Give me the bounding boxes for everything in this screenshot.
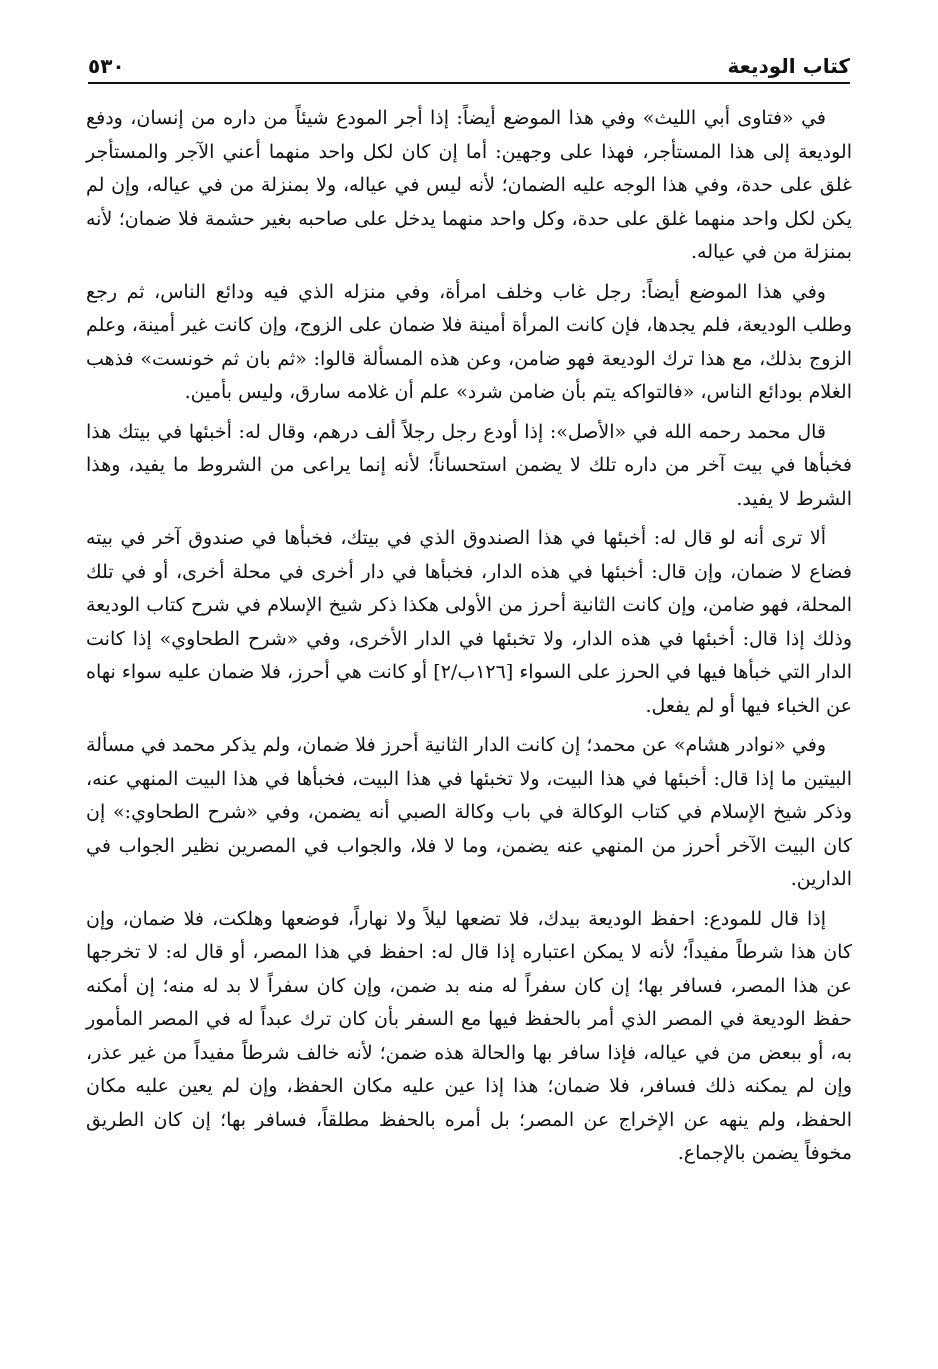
page-number: ٥٣٠	[88, 54, 125, 78]
paragraph-1: في «فتاوى أبي الليث» وفي هذا الموضع أيضاً: إذا أجر المودع شيئاً من داره من إنسان، ودفع الوديعة إلى هذا المستأجر، فهذا على وجهين: أما إن كان لكل واحد منهما أعني الآجر والمستأجر غلق على حدة، وفي هذا الوجه عليه الضمان؛ لأنه ليس في عياله، ولا بمنزلة من في عياله، وإن لم يكن لكل واحد منهما غلق على حدة، وكل واحد منهما يدخل على صاحبه بغير حشمة فلا ضمان؛ لأنه بمنزلة من في عياله.	[86, 107, 852, 263]
body-text	[86, 102, 852, 1177]
chapter-title: كتاب الوديعة	[727, 54, 850, 78]
running-header	[88, 40, 850, 84]
paragraph-4: ألا ترى أنه لو قال له: أخبئها في هذا الصندوق الذي في بيتك، فخبأها في صندوق آخر في بيته فضاع لا ضمان، وإن قال: أخبئها في هذه الدار، فخبأها في دار أخرى في محلة أخرى، أو في تلك المحلة، فهو ضامن، وإن كانت الثانية أحرز من الأولى هكذا ذكر شيخ الإسلام في شرح كتاب الوديعة وذلك إذا قال: أخبئها في هذه الدار، ولا تخبئها في الدار الأخرى، وفي «شرح الطحاوي» إذا كانت الدار التي خبأها فيها في الحرز على السواء [١٢٦ب/٢] أو كانت هي أحرز، فلا ضمان عليه سواء نهاه عن الخباء فيها أو لم يفعل.	[86, 527, 852, 717]
paragraph-2: وفي هذا الموضع أيضاً: رجل غاب وخلف امرأة، وفي منزله الذي فيه ودائع الناس، ثم رجع وطلب الوديعة، فلم يجدها، فإن كانت المرأة أمينة فلا ضمان على الزوج، وإن كانت غير أمينة، وعلم الزوج بذلك، مع هذا ترك الوديعة فهو ضامن، وعن هذه المسألة قالوا: «ثم بان ثم خونست» فذهب الغلام بودائع الناس، «فالتواكه يتم بأن ضامن شرد» علم أن غلامه سارق، وليس بأمين.	[86, 280, 852, 403]
paragraph-6: إذا قال للمودع: احفظ الوديعة بيدك، فلا تضعها ليلاً ولا نهاراً، فوضعها وهلكت، فلا ضمان، وإن كان هذا شرطاً مفيداً؛ لأنه لا يمكن اعتباره إذا قال له: احفظ في هذا المصر، أو قال له: لا تخرجها عن هذا المصر، فسافر بها؛ إن كان سفراً له منه بد ضمن، وإن كان سفراً لا بد له منه؛ إن أمكنه حفظ الوديعة في المصر الذي أمر بالحفظ فيها مع السفر بأن كان ترك عبداً له في المصر المأمور به، أو ببعض من في عياله، فإذا سافر بها والحالة هذه ضمن؛ لأنه خالف شرطاً مفيداً من غير عذر، وإن لم يمكنه ذلك فسافر، فلا ضمان؛ هذا إذا عين عليه مكان الحفظ، وإن لم يعين عليه مكان الحفظ، ولم ينهه عن الإخراج عن المصر؛ بل أمره بالحفظ مطلقاً، فسافر بها؛ إن كان الطريق مخوفاً يضمن بالإجماع.	[86, 907, 852, 1164]
paragraph-5: وفي «نوادر هشام» عن محمد؛ إن كانت الدار الثانية أحرز فلا ضمان، ولم يذكر محمد في مسألة البيتين ما إذا قال: أخبئها في هذا البيت، ولا تخبئها في هذا البيت، فخبأها في هذا البيت المنهي عنه، وذكر شيخ الإسلام في كتاب الوكالة في باب وكالة الصبي أنه يضمن، وفي «شرح الطحاوي:» إن كان البيت الآخر أحرز من المنهي عنه يضمن، وما لا فلا، والجواب في المصرين نظير الجواب في الدارين.	[86, 734, 852, 890]
paragraph-3: قال محمد رحمه الله في «الأصل»: إذا أودع رجل رجلاً ألف درهم، وقال له: أخبئها في بيتك هذا فخبأها في بيت آخر من داره تلك لا يضمن استحساناً؛ لأنه إنما يراعى من الشروط ما يفيد، وهذا الشرط لا يفيد.	[86, 420, 852, 510]
